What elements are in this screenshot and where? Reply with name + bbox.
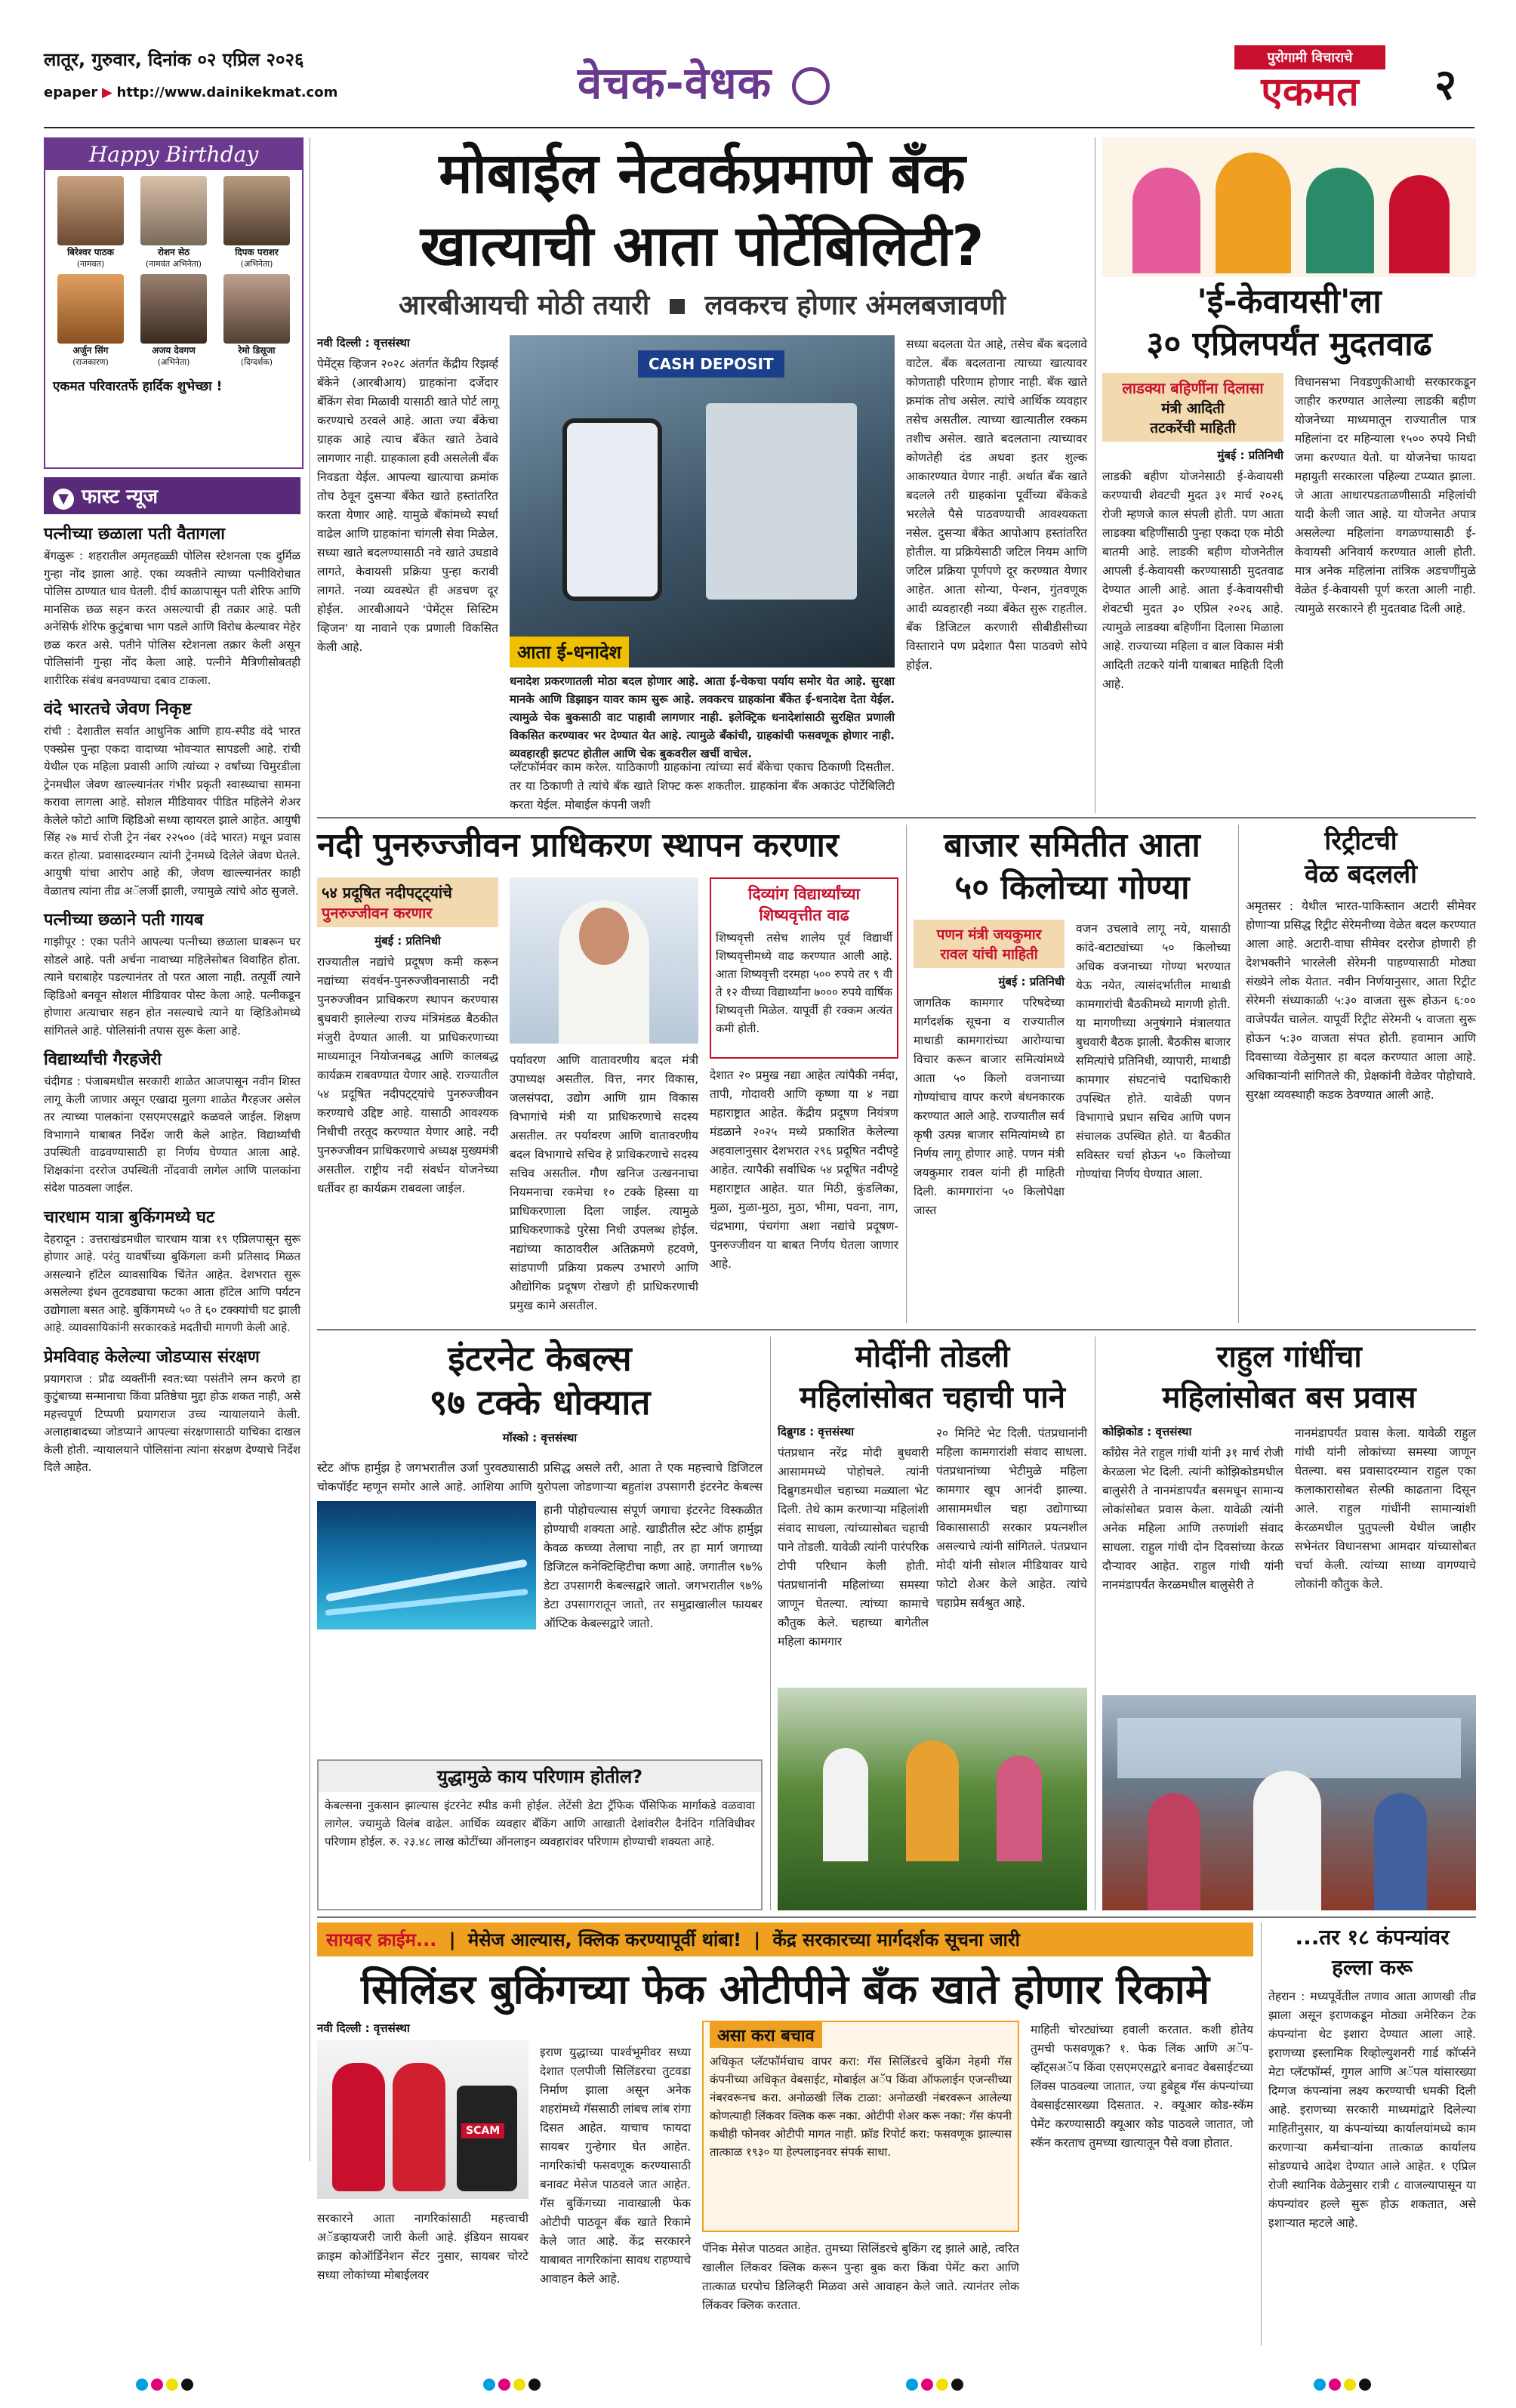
birthday-person xyxy=(51,176,130,270)
ekyc-col-1 xyxy=(1102,373,1283,785)
companies-story xyxy=(1268,1922,1476,2345)
woman-figure xyxy=(1216,153,1291,273)
fast-news-column xyxy=(44,477,300,2154)
internet-lead-text: स्टेट ऑफ हार्मुझ हे जगभरातील उर्जा पुरवठ्यासाठी प्रसिद्ध असले तरी, आता ते एक महत्त्वाचे डिजिटल चोकपॉईंट म्हणून समोर आले आहे. आशिया आणि युरोपला जोडणाऱ्या बहुतांश उपसागरी इंटरनेट केबल्स xyxy=(317,1461,763,1494)
cyber-body-2: सरकारने आता नागरिकांसाठी महत्त्वाची अॅडव्हायजरी जारी केली आहे. इंडियन सायबर क्राइम कोऑर्डिनेशन सेंटर नुसार, सायबर चोरटे सध्या लोकांच्या मोबाईलवर xyxy=(317,2212,528,2282)
ekyc-kicker-3: तटकरेंची माहिती xyxy=(1150,420,1236,436)
byline: मुंबई : प्रतिनिधी xyxy=(374,934,441,948)
cyber-headline: सिलिंडर बुकिंगच्या फेक ओटीपीने बँक खाते होणार रिकामे xyxy=(360,1966,1210,2013)
ekyc-headline-2: ३० एप्रिलपर्यंत मुदतवाढ xyxy=(1146,325,1432,363)
cyber-divider xyxy=(1261,1922,1262,2345)
river-kicker-1: ५४ प्रदूषित नदीपट्ट्यांचे xyxy=(322,883,452,902)
internet-story xyxy=(317,1337,763,1910)
row-divider-2 xyxy=(317,1329,1476,1330)
color-registration-marks xyxy=(1314,2379,1374,2394)
person-name: अजय देवगण xyxy=(152,345,196,356)
cyber-story xyxy=(317,1922,1253,2345)
person-name: बिरेश्वर पाठक xyxy=(67,247,114,257)
rahul-story xyxy=(1102,1337,1476,1910)
fast-news-header xyxy=(44,477,300,514)
atm-shape xyxy=(706,403,857,600)
person-role: (राजकारण) xyxy=(72,357,109,367)
dateline: लातूर, गुरुवार, दिनांक ०२ एप्रिल २०२६ xyxy=(44,49,304,70)
rahul-body-1: काँग्रेस नेते राहुल गांधी यांनी ३१ मार्च रोजी केरळला भेट दिली. त्यांनी कोझिकोडमधील बालुसेरी ते नानमंडापर्यंत बसमधून सामान्य लोकांसोबत प्रवास केला. यावेळी त्यांनी अनेक महिला आणि तरुणांशी संवाद साधला. राहुल गांधी दोन दिवसांच्या केरळ दौऱ्यावर आहेत. राहुल गांधी यांनी नानमंडापर्यंत केरळमधील बालुसेरी ते xyxy=(1102,1446,1283,1592)
lead-body-3: सध्या बदलता येत आहे, तसेच बँक बदलावे वाटेल. बँक बदलताना त्याच्या खात्यावर कोणताही परिणाम होणार नाही. बँक खाते क्रमांक तोच असेल. त्यांचे आर्थिक व्यवहार तसेच असतील. त्याच्या खात्यातील रक्कम तशीच असेल. खाते बदलताना त्याच्यावर कोणतेही दंड अथवा इतर शुल्क आकारण्यात येणार नाही. अर्थात बँक खाते बदलले तरी ग्राहकांना पूर्वीच्या बँकेकडे भरलेले पैसे पाठवण्याची आवश्यकता नसेल. दुसऱ्या बँकेत आपोआप हस्तांतरित होतील. या प्रक्रियेसाठी जटिल नियम आणि जटिल प्रक्रिया पूर्णपणे दूर करण्यात येणार आहेत. आता सोन्या, पेन्शन, गुंतवणूक आदी व्यवहारही नव्या बँकेत सुरू राहतील. बँक डिजिटल करणारी सीबीडीसीच्या विस्ताराने पण प्रदेशात पैसा पाठवणे सोपे होईल. xyxy=(906,338,1087,672)
internet-headline-1: इंटरनेट केबल्स xyxy=(448,1338,632,1379)
person-name: दिपक पराशर xyxy=(235,247,279,257)
ekyc-kicker-1: लाडक्या बहिणींना दिलासा xyxy=(1122,379,1264,397)
lead-subhead-1: आरबीआयची मोठी तयारी xyxy=(399,290,650,321)
page-number: २ xyxy=(1434,60,1457,109)
river-kicker-2: पुनरुज्जीवन करणार xyxy=(322,904,433,922)
epaper-url[interactable]: http://www.dainikekmat.com xyxy=(116,85,338,100)
avatar xyxy=(223,274,290,344)
women-illustration xyxy=(1102,137,1476,277)
cyber-body-1: इराण युद्धाच्या पार्श्वभूमीवर सध्या देशात एलपीजी सिलिंडरचा तुटवडा निर्माण झाला असून अनेक शहरांमध्ये गॅससाठी लांबच लांब रांगा दिसत आहेत. याचाच फायदा सायबर गुन्हेगार घेत आहेत. नागरिकांची फसवणूक करण्यासाठी बनावट मेसेज पाठवले जात आहेत. गॅस बुकिंगच्या नावाखाली फेक ओटीपी पाठवून बँक खाते रिकामे केले जात आहे. केंद्र सरकारने याबाबत नागरिकांना सावध राहण्याचे आवाहन केले आहे. xyxy=(540,2046,692,2286)
gas-cylinder-photo xyxy=(317,2040,528,2199)
byline: मुंबई : प्रतिनिधी xyxy=(1217,449,1283,462)
birthday-person xyxy=(51,274,130,368)
river-divider xyxy=(906,825,907,1323)
rahul-col-1 xyxy=(1102,1424,1283,1685)
avatar xyxy=(140,274,207,344)
scholarship-text: शिष्यवृत्ती तसेच शालेय पूर्व विद्यार्थी शिष्यवृत्तीमध्ये वाढ करण्यात आली आहे. आता शिष्यवृत्ती दरमहा ५०० रुपये तर ९ वी ते १२ वीच्या विद्यार्थ्यांना ७००० रुपये वार्षिक शिष्यवृत्ती मिळेल. यापूर्वी ही रक्कम अत्यंत कमी होती. xyxy=(716,931,892,1035)
war-impact-text: केबल्सना नुकसान झाल्यास इंटरनेट स्पीड कमी होईल. लेटेंसी डेटा ट्रॅफिक पॅसिफिक मार्गाकडे वळवावा लागेल. ज्यामुळे विलंब वाढेल. आर्थिक व्यवहार बँकिंग आणि आखाती देशांवरील दैनंदिन गतिविधीवर परिणाम होईल. रु. २३.४८ लाख कोटींच्या ऑनलाइन व्यवहारांवर परिणाम होण्याची शक्यता आहे. xyxy=(325,1799,755,1848)
news-item xyxy=(44,1345,300,1477)
birthday-person xyxy=(217,274,296,368)
avatar xyxy=(223,176,290,245)
fast-news-title: फास्ट न्यूज xyxy=(82,486,159,508)
person-name: अर्जुन सिंग xyxy=(72,345,109,356)
news-item xyxy=(44,1205,300,1337)
tips-text: अधिकृत प्लॅटफॉर्मचाच वापर करा: गॅस सिलिंडरचे बुकिंग नेहमी गॅस कंपनीच्या अधिकृत वेबसाईट, मोबाईल अॅप किंवा ऑफलाईन एजन्सीच्या नंबरवरूनच करा. अनोळखी लिंक टाळा: अनोळखी नंबरवरून आलेल्या कोणत्याही लिंकवर क्लिक करू नका. ओटीपी शेअर करू नका: गॅस कंपनी कधीही फोनवर ओटीपी मागत नाही. फ्रॉड रिपोर्ट करा: फसवणूक झाल्यास तात्काळ १९३० या हेल्पलाइनवर संपर्क साधा. xyxy=(710,2055,1012,2159)
birthday-title: Happy Birthday xyxy=(45,139,302,170)
color-registration-marks xyxy=(136,2379,196,2394)
internet-body: हानी पोहोचल्यास संपूर्ण जगाचा इंटरनेट विस्कळीत होण्याची शक्यता आहे. खाडीतील स्टेट ऑफ हार्मुझ केवळ कच्च्या तेलाचा नाही, तर हा मार्ग जगाच्या डिजिटल कनेक्टिव्हिटीचा कणा आहे. जगातील ९७% डेटा उपसागरी केबल्सद्वारे जातो. जगभरातील ९७% डेटा उपसागरातून जातो, तर समुद्राखालील फायबर ऑप्टिक केबल्सद्वारे जातो. xyxy=(544,1503,763,1630)
news-text: देहरादून : उत्तराखंडमधील चारधाम यात्रा १९ एप्रिलपासून सुरू होणार आहे. परंतु यावर्षीच्या बुकिंगला कमी प्रतिसाद मिळत असल्याने हॉटेल व्यावसायिक चिंतेत आहेत. देशभरात सुरू असलेल्या इंधन तुटवड्याचा फटका आता हॉटेल आणि पर्यटन उद्योगाला बसत आहे. बुकिंगमध्ये ५० ते ६० टक्क्यांची घट झाली आहे. व्यावसायिकांनी सरकारकडे मदतीची मागणी केली आहे. xyxy=(44,1232,300,1334)
news-item xyxy=(44,1047,300,1198)
lead-headline-1: मोबाईल नेटवर्कप्रमाणे बँक xyxy=(439,141,966,206)
photo-caption: आता ई-धनादेश xyxy=(510,637,629,668)
ekyc-kicker xyxy=(1102,373,1283,442)
byline: दिब्रुगड : वृत्तसंस्था xyxy=(778,1425,855,1438)
avatar xyxy=(140,176,207,245)
river-body-1: राज्यातील नद्यांचे प्रदूषण कमी करून नद्यांच्या संवर्धन-पुनरुज्जीवनासाठी नदी पुनरुज्जीवन प्राधिकरण स्थापन करण्यास बुधवारी झालेल्या राज्य मंत्रिमंडळ बैठकीत मंजुरी देण्यात आली. या प्राधिकरणाच्या माध्यमातून नियोजनबद्ध आणि कालबद्ध कार्यक्रम राबवण्यात येणार आहे. राज्यातील ५४ प्रदूषित नदीपट्ट्यांचे पुनरुज्जीवन करण्याचे उद्दिष्ट आहे. यासाठी आवश्यक निधीची तरतूद करण्यात येणार आहे. नदी पुनरुज्जीवन प्राधिकरणाचे अध्यक्ष मुख्यमंत्री असतील. राष्ट्रीय नदी संवर्धन योजनेच्या धर्तीवर हा कार्यक्रम राबवला जाईल. xyxy=(317,955,498,1195)
modi-headline-1: मोदींनी तोडली xyxy=(855,1340,1010,1374)
square-bullet-icon xyxy=(670,299,685,314)
magnifier-icon xyxy=(792,67,830,105)
photo-caption-text: धनादेश प्रकरणातली मोठा बदल होणार आहे. आता ई-चेकचा पर्याय समोर येत आहे. सुरक्षा मानके आणि डिझाइन यावर काम सुरू आहे. लवकरच ग्राहकांना बँकेत ई-धनादेश देता येईल. त्यामुळे चेक बुकसाठी वाट पाहावी लागणार नाही. इलेक्ट्रिक धनादेशांसाठी सुरक्षित प्रणाली विकसित करण्यावर भर देण्यात येत आहे. त्यामुळे बँकांची, ग्राहकांची फसवणूक होणार नाही. व्यवहारही झटपट होतील आणि चेक बुकवरील खर्ची वाचेल. xyxy=(510,674,895,760)
ekyc-story xyxy=(1102,137,1476,813)
ekyc-body-2: विधानसभा निवडणुकीआधी सरकारकडून जाहीर करण्यात आलेल्या लाडकी बहीण योजनेच्या माध्यमातून राज्यातील पात्र महिलांना दर महिन्याला १५०० रुपये निधी जमा करण्यात येतो. या योजनेचा फायदा महायुती सरकारला पहिल्या टप्प्यात झाला. जे आता आधारपडताळणीसाठी महिलांची यादी केली जात आहे. या योजनेत अपात्र असलेल्या महिलांना वगळण्यासाठी ई-केवायसी अनिवार्य करण्यात आली होती. मात्र अनेक महिलांना तांत्रिक अडचणींमुळे वेळेत ई-केवायसी पूर्ण करता आली नाही. त्यामुळे सरकारने ही मुदतवाढ दिली आहे. xyxy=(1295,375,1476,615)
birthday-person xyxy=(134,176,213,270)
woman-figure xyxy=(1132,168,1200,273)
byline: नवी दिल्ली : वृत्तसंस्था xyxy=(317,336,410,350)
brand-tagline: पुरोगामी विचाराचे xyxy=(1234,45,1385,69)
phone-shape xyxy=(562,418,662,601)
cash-deposit-photo xyxy=(510,335,895,668)
lead-body-1: पेमेंट्स व्हिजन २०२८ अंतर्गत केंद्रीय रिझर्व्ह बँकेने (आरबीआय) ग्राहकांना दर्जेदार बँकिंग सेवा मिळावी यासाठी खाते पोर्ट लागू करण्याचे ठरवले आहे. आता ज्या बँकेचा ग्राहक आहे त्याच बँकेत खाते ठेवावे लागणार नाही. ग्राहकाला हवी असलेली बँक निवडता येईल. आपल्या खात्याचा क्रमांक तोच ठेवून दुसऱ्या बँकेत खाते हस्तांतरित करता येणार आहे. यामुळे बँकांमध्ये स्पर्धा वाढेल आणि ग्राहकांना चांगली सेवा मिळेल. सध्या खाते बदलण्यासाठी नवे खाते उघडावे लागते, केवायसी प्रक्रिया पुन्हा करावी लागते. नव्या व्यवस्थेत ही अडचण दूर होईल. आरबीआयने 'पेमेंट्स सिस्टिम व्हिजन' या नावाने एक प्रणाली विकसित केली आहे. xyxy=(317,357,498,654)
bus-photo xyxy=(1102,1695,1476,1910)
chevron-icon: ▼ xyxy=(53,489,74,510)
ribbon-part-1: सायबर क्राईम... xyxy=(326,1929,437,1950)
companies-headline-1: ...तर १८ कंपन्यांवर xyxy=(1295,1925,1450,1950)
scholarship-headline-1: दिव्यांग विद्यार्थ्यांच्या xyxy=(748,885,860,903)
companies-headline-2: हल्ला करू xyxy=(1332,1955,1413,1980)
portrait-face xyxy=(579,908,629,965)
river-story xyxy=(317,825,898,1323)
river-kicker xyxy=(317,877,498,927)
market-kicker xyxy=(914,920,1065,968)
person-figure xyxy=(1148,1793,1200,1910)
avatar xyxy=(57,274,124,344)
tea-garden-photo xyxy=(778,1688,1087,1910)
retreat-headline-2: वेळ बदलली xyxy=(1305,859,1417,890)
cyber-ribbon: सायबर क्राईम... | मेसेज आल्यास, क्लिक करण्यापूर्वी थांबा! | केंद्र सरकारच्या मार्गदर्शक सूचना जारी xyxy=(317,1922,1253,1956)
market-kicker-2: रावल यांची माहिती xyxy=(940,946,1038,963)
news-headline: प्रेमविवाह केलेल्या जोडप्यास संरक्षण xyxy=(44,1347,260,1367)
rahul-body-2: नानमंडापर्यंत प्रवास केला. यावेळी राहुल गांधी यांनी लोकांच्या समस्या जाणून घेतल्या. बस प्रवासादरम्यान राहुल एका कलाकारासोबत सेल्फी काढताना दिसून आले. राहुल गांधींनी सामान्यांशी केरळमधील पुतुपल्ली येथील जाहीर सभेनंतर विधानसभा आमदार यांच्यासोबत चर्चा केली. त्यांच्या साध्या वागण्याचे लोकांनी कौतुक केले. xyxy=(1295,1426,1476,1591)
news-text: रांची : देशातील सर्वात आधुनिक आणि हाय-स्पीड वंदे भारत एक्स्प्रेस पुन्हा एकदा वादाच्या भोवऱ्यात सापडली आहे. रांची येथील एक महिला प्रवासी आणि त्यांच्या २ वर्षांच्या चिमुरडीला ट्रेनमधील जेवण खाल्ल्यानंतर गंभीर प्रकृती स्वास्थ्याचा सामना करावा लागला आहे. सोशल मीडियावर पीडित महिलेने शेअर केलेले फोटो आणि व्हिडिओ सध्या व्हायरल झाले आहेत. आयुषी सिंह २७ मार्च रोजी ट्रेन नंबर २२५०० (वंदे भारत) मधून प्रवास करत होत्या. प्रवासादरम्यान त्यांनी ट्रेनमध्ये दिलेले जेवण घेतले. आयुषी यांचा आरोप आहे की, जेवण खाल्ल्यानंतर काही वेळातच त्यांना तीव्र अॅलर्जी झाली, ज्यामुळे त्यांचे ओठ सुजले. xyxy=(44,724,300,898)
person-figure xyxy=(1253,1771,1321,1910)
ribbon-part-3: केंद्र सरकारच्या मार्गदर्शक सूचना जारी xyxy=(772,1929,1020,1950)
masthead-divider xyxy=(44,127,1474,128)
row-divider-3 xyxy=(317,1916,1476,1918)
byline: मुंबई : प्रतिनिधी xyxy=(998,975,1065,988)
lead-col-1 xyxy=(317,335,498,778)
news-headline: चारधाम यात्रा बुकिंगमध्ये घट xyxy=(44,1207,215,1227)
row-divider-1 xyxy=(317,817,1476,819)
byline: कोझिकोड : वृत्तसंस्था xyxy=(1102,1425,1192,1438)
tips-title: असा करा बचाव xyxy=(710,2022,822,2048)
scholarship-box xyxy=(710,877,898,1059)
market-body-2: वजन उचलावे लागू नये, यासाठी कांदे-बटाट्यांच्या ५० किलोच्या अधिक वजनाच्या गोण्या भरण्यात येऊ नयेत, त्यासंदर्भातील माथाडी कामगारांची बैठकीमध्ये मागणी होती. या मागणीच्या अनुषंगाने मंत्रालयात बुधवारी बैठक झाली. बैठकीस बाजार समित्यांचे प्रतिनिधी, व्यापारी, माथाडी कामगार संघटनांचे पदाधिकारी उपस्थित होते. यावेळी पणन विभागाचे प्रधान सचिव आणि पणन संचालक उपस्थित होते. या बैठकीत सविस्तर चर्चा होऊन ५० किलोच्या गोण्यांचा निर्णय घेण्यात आला. xyxy=(1076,922,1231,1181)
ribbon-part-2: मेसेज आल्यास, क्लिक करण्यापूर्वी थांबा! xyxy=(467,1929,742,1950)
cylinder-shape xyxy=(332,2063,385,2191)
rahul-headline-1: राहुल गांधींचा xyxy=(1216,1340,1362,1374)
person-role: (दिग्दर्शक) xyxy=(240,357,273,367)
lead-story xyxy=(317,137,1087,813)
market-headline-1: बाजार समितीत आता xyxy=(944,826,1200,865)
person-name: रेमो डिसूजा xyxy=(238,345,276,356)
modi-body-2: २० मिनिटे भेट दिली. पंतप्रधानांनी महिला कामगारांशी संवाद साधला. पंतप्रधानांच्या भेटीमुळे महिला कामगार खूप आनंदी झाल्या. आसाममधील चहा उद्योगाच्या विकासासाठी सरकार प्रयत्नशील असल्याचे त्यांनी सांगितले. पंतप्रधान मोदी यांनी सोशल मीडियावर याचे फोटो शेअर केले आहेत. त्यांचे चहाप्रेम सर्वश्रुत आहे. xyxy=(936,1426,1087,1610)
brand-name: एकमत xyxy=(1261,69,1359,115)
birthday-grid xyxy=(45,170,302,374)
retreat-body: अमृतसर : येथील भारत-पाकिस्तान अटारी सीमेवर होणाऱ्या प्रसिद्ध रिट्रीट सेरेमनीच्या वेळेत बदल करण्यात आला आहे. अटारी-वाघा सीमेवर दररोज होणारी ही देशभक्तीने भारलेली सेरेमनी पाहण्यासाठी मोठ्या संख्येने लोक येतात. नवीन निर्णयानुसार, आता रिट्रीट सेरेमनी संध्याकाळी ५:३० वाजता सुरू होऊन ६:०० वाजेपर्यंत चालेल. यापूर्वी रिट्रीट सेरेमनी ५ वाजता सुरू होऊन ५:३० वाजता संपत होती. हवामान आणि दिवसाच्या वेळेनुसार हा बदल करण्यात आला आहे. अधिकाऱ्यांनी सांगितले की, प्रेक्षकांनी वेळेवर पोहोचावे. सुरक्षा व्यवस्थाही कडक ठेवण्यात आली आहे. xyxy=(1246,899,1476,1102)
person-figure xyxy=(823,1748,868,1861)
lead-subhead xyxy=(317,285,1087,322)
cyber-body-3: पॅनिक मेसेज पाठवत आहेत. तुमच्या सिलिंडरचे बुकिंग रद्द झाले आहे, त्वरित खालील लिंकवर क्लिक करून पुन्हा बुक करा किंवा पेमेंट करा आणि तात्काळ घरपोच डिलिव्हरी मिळवा असे आवाहन केले जाते. त्यानंतर लोक लिंकवर क्लिक करतात. xyxy=(702,2242,1019,2312)
lead-headline-2: खात्याची आता पोर्टेबिलिटी? xyxy=(420,214,984,279)
news-text: प्रयागराज : प्रौढ व्यक्तींनी स्वत:च्या पसंतीने लग्न करणे हा कुटुंबाच्या सन्मानाचा किंवा प्रतिष्ठेचा मुद्दा होऊ शकत नाही, असे महत्त्वपूर्ण टिप्पणी प्रयागराज उच्च न्यायालयाने केली. अलाहाबादच्या जोडप्याने आपल्या संरक्षणासाठी याचिका दाखल केली होती. न्यायालयाने पोलिसांना त्यांना संरक्षण देण्याचे निर्देश दिले आहेत. xyxy=(44,1371,300,1474)
river-headline: नदी पुनरुज्जीवन प्राधिकरण स्थापन करणार xyxy=(317,826,839,865)
scam-label: SCAM xyxy=(461,2123,504,2138)
masthead xyxy=(0,0,1516,136)
river-body-3: देशात २० प्रमुख नद्या आहेत त्यांपैकी नर्मदा, तापी, गोदावरी आणि कृष्णा या ४ नद्या महाराष्ट्रात आहेत. केंद्रीय प्रदूषण नियंत्रण मंडळाने २०२५ मध्ये प्रकाशित केलेल्या अहवालानुसार देशभरात २९६ प्रदूषित नदीपट्टे आहेत. त्यापैकी सर्वाधिक ५४ प्रदूषित नदीपट्टे महाराष्ट्रात आहेत. यात मिठी, कुंडलिका, मुळा, मुळा-मुठा, मुठा, भीमा, पवना, नाग, चंद्रभागा, पंचगंगा अशा नद्यांचे प्रदूषण-पुनरुज्जीवन या बाबत निर्णय घेतला जाणार आहे. xyxy=(710,1068,898,1271)
companies-body: तेहरान : मध्यपूर्वेतील तणाव आता आणखी तीव्र झाला असून इराणकडून मोठ्या अमेरिकन टेक कंपन्यांना थेट इशारा देण्यात आला आहे. इराणच्या इस्लामिक रिव्होल्युशनरी गार्ड कॉर्प्सने मेटा प्लॅटफॉर्म्स, गुगल आणि अॅपल यांसारख्या दिग्गज कंपन्यांना लक्ष्य करण्याची धमकी दिली आहे. इराणच्या सरकारी माध्यमांद्वारे दिलेल्या माहितीनुसार, या कंपन्यांच्या कार्यालयांमध्ये काम करणाऱ्या कर्मचाऱ्यांना तात्काळ कार्यालय सोडण्याचे आदेश देण्यात आले आहेत. १ एप्रिल रोजी स्थानिक वेळेनुसार रात्री ८ वाजल्यापासून या कंपन्यांवर हल्ले सुरू होऊ शकतात, असे इशाऱ्यात म्हटले आहे. xyxy=(1268,1990,1476,2230)
news-headline: पत्नीच्या छळाला पती वैतागला xyxy=(44,525,225,544)
news-text: चंदीगड : पंजाबमधील सरकारी शाळेत आजपासून नवीन शिस्त लागू केली जाणार असून एखादा मुलगा शाळेत गैरहजर असेल तर त्याच्या पालकांना एसएमएसद्वारे कळवले जाईल. शिक्षण विभागाने याबाबत निर्देश जारी केले आहेत. विद्यार्थ्यांची उपस्थिती वाढवण्यासाठी हा निर्णय घेण्यात आला आहे. शिक्षकांना दररोज उपस्थिती नोंदवावी लागेल आणि पालकांना संदेश पाठवला जाईल. xyxy=(44,1075,300,1195)
retreat-headline-1: रिट्रीटची xyxy=(1324,826,1397,856)
market-body-1: जागतिक कामगार परिषदेच्या मार्गदर्शक सूचना व राज्यातील माथाडी कामगारांच्या आरोग्याचा विचार करून बाजार समित्यांमध्ये आता ५० किलो वजनाच्या गोण्यांचाच वापर करणे बंधनकारक करण्यात आले आहे. राज्यातील सर्व कृषी उत्पन्न बाजार समित्यांमध्ये हा निर्णय लागू होणार आहे. पणन मंत्री जयकुमार रावल यांनी ही माहिती दिली. कामगारांना ५० किलोपेक्षा जास्त xyxy=(914,996,1065,1217)
person-figure xyxy=(997,1756,1042,1861)
person-role: (नामवत) xyxy=(76,259,105,269)
river-body-2: पर्यावरण आणि वातावरणीय बदल मंत्री उपाध्यक्ष असतील. वित्त, नगर विकास, जलसंपदा, उद्योग आणि ग्राम विकास विभागांचे मंत्री या प्राधिकरणाचे सदस्य असतील. तर पर्यावरण आणि वातावरणीय बदल विभागाचे सचिव हे प्राधिकरणाचे सदस्य सचिव असतील. गौण खनिज उत्खननाचा नियमनाचा रकमेचा १० टक्के हिस्सा या प्राधिकरणाला दिला जाईल. त्यामुळे प्राधिकरणाकडे पुरेसा निधी उपलब्ध होईल. नद्यांच्या काठावरील अतिक्रमणे हटवणे, सांडपाणी प्रक्रिया प्रकल्प उभारणे आणि औद्योगिक प्रदूषण रोखणे ही प्राधिकरणाची प्रमुख कामे असतील. xyxy=(510,1053,698,1312)
cyber-body-4: माहिती चोरट्यांच्या हवाली करतात. कशी होतेय तुमची फसवणूक? १. फेक लिंक आणि अॅप-व्हॉट्सअॅप किंवा एसएमएसद्वारे बनावट वेबसाईटच्या लिंक्स पाठवल्या जातात, ज्या हुबेहूब गॅस कंपन्यांच्या वेबसाईटसारख्या दिसतात. २. क्यूआर कोड-स्कॅम पेमेंट करण्यासाठी क्यूआर कोड पाठवले जातात, जो स्कॅन करताच तुमच्या खात्यातून पैसे वजा होतात. xyxy=(1031,2023,1253,2150)
minister-photo xyxy=(510,877,698,1044)
market-divider xyxy=(1238,825,1239,1323)
news-headline: वंदे भारतचे जेवण निकृष्ट xyxy=(44,700,192,719)
birthday-wish: एकमत परिवारतर्फे हार्दिक शुभेच्छा ! xyxy=(53,379,223,394)
market-headline-2: ५० किलोच्या गोण्या xyxy=(954,868,1190,907)
lead-subhead-2: लवकरच होणार अंमलबजावणी xyxy=(704,290,1006,321)
section-title: वेचक-वेधक xyxy=(578,51,830,111)
person-role: (नामवंत अभिनेता) xyxy=(145,259,202,269)
river-col-1 xyxy=(317,877,498,1308)
market-story xyxy=(914,825,1231,1323)
section-title-part-1: वेचक xyxy=(578,57,666,109)
tips-box xyxy=(702,2021,1019,2232)
scholarship-headline-2: शिष्यवृत्तीत वाढ xyxy=(759,906,849,924)
internet-divider xyxy=(770,1337,771,1910)
brand-box xyxy=(1200,45,1419,121)
globe-icon: ▶ xyxy=(101,85,112,100)
cyber-col-1 xyxy=(317,2021,528,2199)
lead-body-bottom: प्लॅटफॉर्मवर काम करेल. याठिकाणी ग्राहकांना त्यांच्या सर्व बँकेचा एकाच ठिकाणी दिसतील. तर या ठिकाणी ते त्यांचे बँक खाते शिफ्ट करू शकतील. ग्राहकांना बँक अकाउंट पोर्टेबिलिटी करता येईल. मोबाईल कंपनी जशी xyxy=(510,760,895,812)
person-role: (अभिनेता) xyxy=(157,357,190,367)
cash-deposit-sign: CASH DEPOSIT xyxy=(638,350,784,378)
epaper-row xyxy=(44,85,337,100)
rahul-headline-2: महिलांसोबत बस प्रवास xyxy=(1162,1380,1416,1415)
woman-figure xyxy=(1306,168,1374,273)
news-text: बेंगळुरू : शहरातील अमृतहळ्ळी पोलिस स्टेशनला एक दुर्मिळ गुन्हा नोंद झाला आहे. एका व्यक्तीने त्याच्या पत्नीविरोधात पोलिस ठाण्यात धाव घेतली. दीर्घ काळापासून पती शेरिफ आणि मानसिक छळ सहन करत असल्याची ही तक्रार आहे. पती अनेसिर्फ शेरिफ कुटुंबाचा भाग पडले आणि विरोध केल्यावर मेहेर छळ करत असे. पतीने पोलिस स्टेशनला तक्रार केली असून पोलिसांनी गुन्हा नोंद केला आहे. पत्नीने मैत्रिणीसोबतही शारीरिक संबंध बनवण्याचा दबाव टाकला. xyxy=(44,549,300,687)
modi-story xyxy=(778,1337,1087,1910)
market-col-1 xyxy=(914,920,1065,1311)
person-figure xyxy=(1374,1793,1427,1910)
birthday-person xyxy=(217,176,296,270)
epaper-label: epaper xyxy=(44,85,98,100)
war-impact-headline: युद्धामुळे काय परिणाम होतील? xyxy=(319,1761,761,1792)
bus-window xyxy=(1117,1718,1461,1778)
scam-phone xyxy=(457,2086,517,2191)
section-title-part-2: वेधक xyxy=(684,57,772,109)
news-headline: पत्नीच्या छळाने पती गायब xyxy=(44,911,204,930)
modi-headline-2: महिलांसोबत चहाची पाने xyxy=(800,1380,1065,1415)
person-name: रोशन सेठ xyxy=(157,247,190,257)
undersea-cable-photo xyxy=(317,1501,536,1629)
birthday-person xyxy=(134,274,213,368)
news-item xyxy=(44,908,300,1040)
news-item xyxy=(44,697,300,900)
news-item xyxy=(44,522,300,689)
market-kicker-1: पणन मंत्री जयकुमार xyxy=(936,927,1042,943)
cylinder-shape xyxy=(393,2063,445,2191)
modi-col-1 xyxy=(778,1424,929,1678)
color-registration-marks xyxy=(906,2379,966,2394)
news-headline: विद्यार्थ्यांची गैरहजेरी xyxy=(44,1050,162,1069)
modi-body-1: पंतप्रधान नरेंद्र मोदी बुधवारी आसाममध्ये पोहोचले. त्यांनी दिब्रुगडमधील चहाच्या मळ्याला भेट दिली. तेथे काम करणाऱ्या महिलांशी संवाद साधला, त्यांच्यासोबत चहाची पाने तोडली. यावेळी त्यांनी पारंपरिक टोपी परिधान केली होती. पंतप्रधानांनी महिलांच्या समस्या जाणून घेतल्या. त्यांच्या कामाचे कौतुक केले. चहाच्या बागेतील महिला कामगार xyxy=(778,1446,929,1648)
war-impact-box xyxy=(317,1759,763,1910)
woman-figure xyxy=(1389,175,1450,273)
ekyc-headline-1: 'ई-केवायसी'ला xyxy=(1197,282,1382,321)
avatar xyxy=(57,176,124,245)
person-figure xyxy=(906,1740,959,1861)
ekyc-kicker-2: मंत्री आदिती xyxy=(1161,400,1225,417)
birthday-box xyxy=(44,137,304,469)
ekyc-body-1: लाडकी बहीण योजनेसाठी ई-केवायसी करण्याची शेवटची मुदत ३१ मार्च २०२६ रोजी म्हणजे काल संपली होती. पण आता लाडक्या बहिणींसाठी पुन्हा एकदा एक मोठी बातमी आहे. लाडकी बहीण योजनेतील आपली ई-केवायसी करण्यासाठी मुदतवाढ देण्यात आली आहे. आता ई-केवायसीची शेवटची मुदत ३० एप्रिल २०२६ आहे. त्यामुळे लाडक्या बहिणींना दिलासा मिळाला आहे. राज्याच्या महिला व बाल विकास मंत्री आदिती तटकरे यांनी याबाबत माहिती दिली आहे. xyxy=(1102,470,1283,691)
news-text: गाझीपूर : एका पतीने आपल्या पत्नीच्या छळाला घाबरून घर सोडले आहे. पती अर्चना नावाच्या महिलेसोबत विवाहित होता. त्याने घराबाहेर पडल्यानंतर तो परत आला नाही. तत्पूर्वी त्याने व्हिडिओ बनवून सोशल मीडियावर पोस्ट केला आहे. पत्नीकडून होणारा अत्याचार सहन होत नसल्याचे त्याने या व्हिडिओमध्ये सांगितले आहे. पोलिसांनी तपास सुरू केला आहे. xyxy=(44,935,300,1038)
byline: मॉस्को : वृत्तसंस्था xyxy=(502,1431,578,1444)
color-registration-marks xyxy=(483,2379,544,2394)
internet-headline-2: ९७ टक्के धोक्यात xyxy=(429,1382,651,1423)
retreat-story xyxy=(1246,825,1476,1323)
person-role: (अभिनेता) xyxy=(240,259,273,269)
byline: नवी दिल्ली : वृत्तसंस्था xyxy=(317,2021,410,2035)
